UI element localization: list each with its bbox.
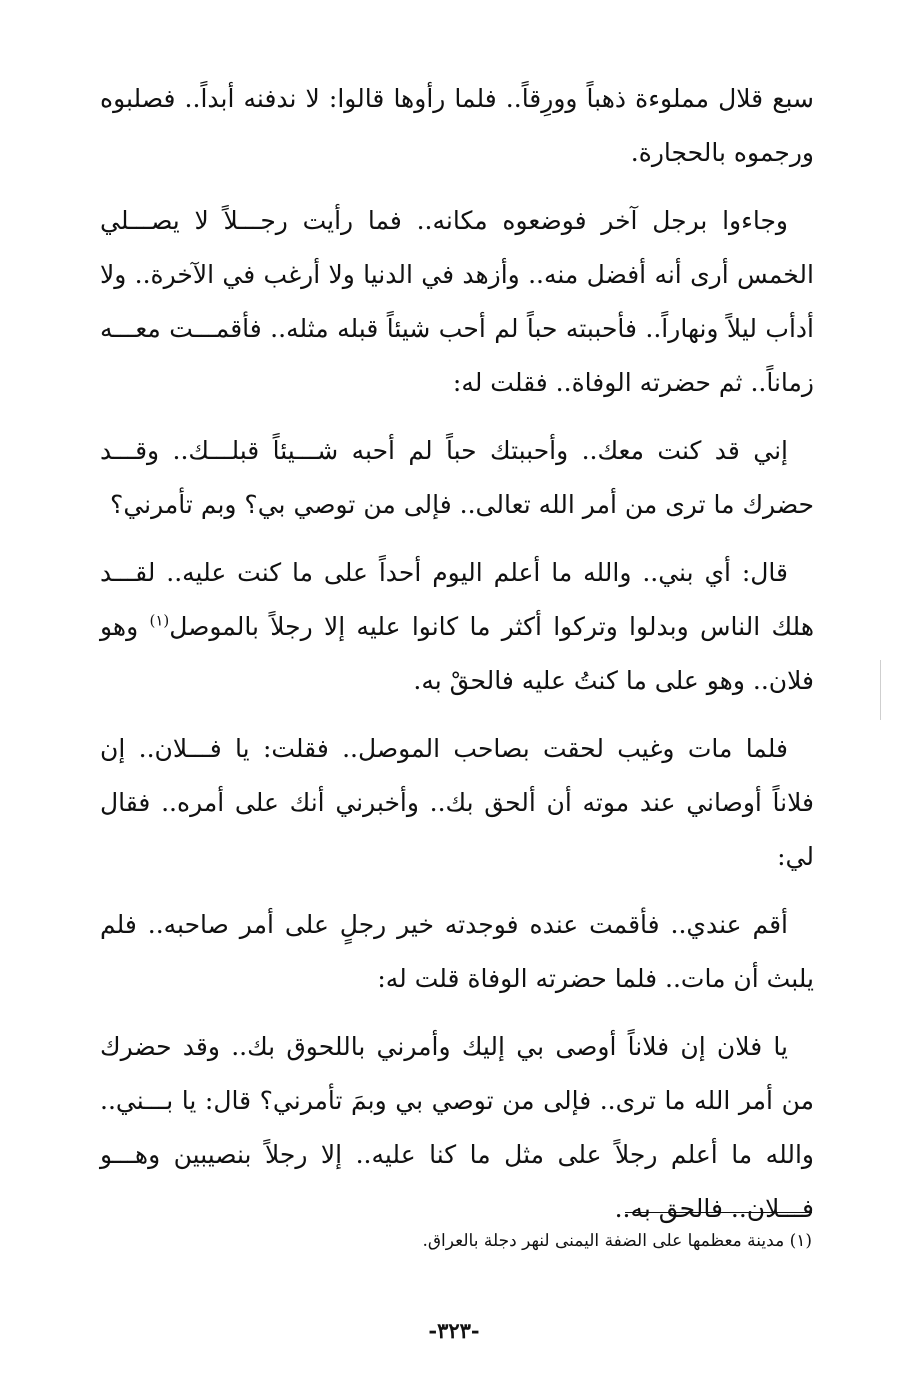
paragraph-7: يا فلان إن فلاناً أوصى بي إليك وأمرني باللحوق بك.. وقد حضرك من أمر الله ما ترى.. فإلى من توصي بي وبمَ تأمرني؟ قال: يا بـــني.. والله ما أعلم رجلاً على مثل ما كنا عليه.. إلا رجلاً بنصيبين وهـــو فـــلان.. فالحق به.. <box>100 1032 814 1223</box>
paragraph-4-end: وهو فلان.. وهو على ما كنتُ عليه فالحقْ به. <box>100 612 814 695</box>
paragraph-4-start: قال: أي بني.. والله ما أعلم اليوم أحداً على ما كنت عليه.. لقـــد هلك الناس وبدلوا وتركوا أكثر ما كانوا عليه إلا رجلاً بالموصل <box>100 558 815 641</box>
paragraph-2: وجاءوا برجل آخر فوضعوه مكانه.. فما رأيت رجـــلاً لا يصـــلي الخمس أرى أنه أفضل منه.. وأزهد في الدنيا ولا أرغب في الآخرة.. ولا أدأب ليلاً ونهاراً.. فأحببته حباً لم أحب شيئاً قبله مثله.. فأقمـــت معـــه زماناً.. ثم حضرته الوفاة.. فقلت له: <box>100 206 814 397</box>
paragraph-4 <box>100 546 814 708</box>
page-number: -٣٢٣- <box>428 1318 480 1343</box>
footnote: (١) مدينة معظمها على الضفة اليمنى لنهر دجلة بالعراق. <box>422 1231 812 1251</box>
paragraph-6: أقم عندي.. فأقمت عنده فوجدته خير رجلٍ على أمر صاحبه.. فلم يلبث أن مات.. فلما حضرته الوفاة قلت له: <box>100 910 814 993</box>
paragraph-3: إني قد كنت معك.. وأحببتك حباً لم أحبه شـــيئاً قبلـــك.. وقـــد حضرك ما ترى من أمر الله تعالى.. فإلى من توصي بي؟ وبم تأمرني؟ <box>100 436 814 519</box>
main-text <box>100 72 814 1250</box>
paragraph-1: سبع قلال مملوءة ذهباً وورِقاً.. فلما رأوها قالوا: لا ندفنه أبداً.. فصلبوه ورجموه بالحجارة. <box>100 84 814 167</box>
paragraph-5: فلما مات وغيب لحقت بصاحب الموصل.. فقلت: يا فـــلان.. إن فلاناً أوصاني عند موته أن ألحق بك.. وأخبرني أنك على أمره.. فقال لي: <box>100 734 814 871</box>
footnote-divider <box>625 1212 812 1213</box>
footnote-reference[interactable]: (١) <box>149 611 170 630</box>
scan-edge-mark <box>880 660 881 720</box>
